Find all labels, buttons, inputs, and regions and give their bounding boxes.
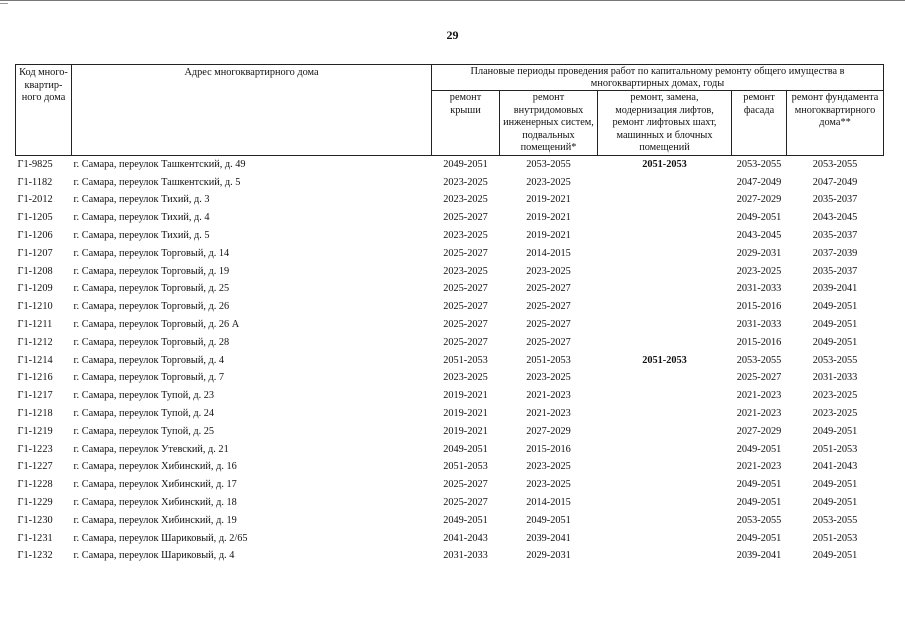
cell-address: г. Самара, переулок Торговый, д. 19 <box>73 265 230 277</box>
cell-code: Г1-1217 <box>17 390 53 402</box>
cell-foundation: 2049-2051 <box>812 550 858 562</box>
cell-facade: 2015-2016 <box>736 336 782 348</box>
cell-engineering: 2039-2041 <box>526 532 571 544</box>
cell-roof: 2019-2021 <box>443 390 488 402</box>
cell-address: г. Самара, переулок Ташкентский, д. 5 <box>73 176 241 188</box>
cell-address: г. Самара, переулок Тупой, д. 25 <box>73 425 215 437</box>
cell-address: г. Самара, переулок Торговый, д. 26 <box>73 301 230 313</box>
cell-foundation: 2035-2037 <box>812 230 858 242</box>
cell-address: г. Самара, переулок Тихий, д. 4 <box>73 212 210 224</box>
table-row <box>16 209 884 227</box>
column-header-elevators: ремонт, замена, модернизация лифтов, ремонт лифтовых шахт, машинных и блочных помещений <box>598 91 732 156</box>
cell-engineering: 2019-2021 <box>526 194 571 206</box>
cell-roof: 2023-2025 <box>443 372 488 384</box>
cell-engineering: 2023-2025 <box>526 265 571 277</box>
cell-code: Г1-2012 <box>17 194 53 206</box>
cell-roof: 2025-2027 <box>443 319 488 331</box>
cell-engineering: 2051-2053 <box>526 354 571 366</box>
cell-engineering: 2015-2016 <box>526 443 571 455</box>
cell-elevators <box>598 512 732 530</box>
cell-address: г. Самара, переулок Хибинский, д. 18 <box>73 497 237 509</box>
cell-elevators <box>598 441 732 459</box>
table-row <box>16 227 884 245</box>
corner-mark <box>0 3 8 4</box>
cell-foundation: 2031-2033 <box>812 372 858 384</box>
cell-facade: 2043-2045 <box>736 230 782 242</box>
cell-roof: 2025-2027 <box>443 497 488 509</box>
table-row <box>16 156 884 174</box>
table-row <box>16 548 884 566</box>
cell-roof: 2051-2053 <box>443 461 488 473</box>
cell-roof: 2023-2025 <box>443 176 488 188</box>
cell-engineering: 2029-2031 <box>526 550 571 562</box>
cell-engineering: 2014-2015 <box>526 497 571 509</box>
cell-facade: 2049-2051 <box>736 532 782 544</box>
cell-engineering: 2025-2027 <box>526 283 571 295</box>
cell-foundation: 2039-2041 <box>812 283 858 295</box>
cell-roof: 2049-2051 <box>443 514 488 526</box>
cell-engineering: 2019-2021 <box>526 212 571 224</box>
cell-foundation: 2053-2055 <box>812 354 858 366</box>
cell-code: Г1-1230 <box>17 514 53 526</box>
cell-roof: 2025-2027 <box>443 283 488 295</box>
cell-foundation: 2035-2037 <box>812 194 858 206</box>
cell-roof: 2031-2033 <box>443 550 488 562</box>
cell-roof: 2025-2027 <box>443 336 488 348</box>
cell-address: г. Самара, переулок Ташкентский, д. 49 <box>73 158 246 170</box>
table-row <box>16 334 884 352</box>
cell-foundation: 2049-2051 <box>812 425 858 437</box>
cell-engineering: 2025-2027 <box>526 336 571 348</box>
cell-foundation: 2051-2053 <box>812 532 858 544</box>
cell-facade: 2049-2051 <box>736 212 782 224</box>
cell-elevators <box>598 245 732 263</box>
table-row <box>16 316 884 334</box>
cell-address: г. Самара, переулок Торговый, д. 7 <box>73 372 225 384</box>
table-row <box>16 530 884 548</box>
cell-engineering: 2019-2021 <box>526 230 571 242</box>
table-row <box>16 459 884 477</box>
cell-elevators <box>598 334 732 352</box>
column-header-engineering: ремонт внутридомовых инженерных систем, подвальных помещений* <box>500 91 598 156</box>
cell-address: г. Самара, переулок Торговый, д. 25 <box>73 283 230 295</box>
table-row <box>16 387 884 405</box>
cell-elevators <box>598 298 732 316</box>
cell-elevators <box>598 174 732 192</box>
cell-roof: 2019-2021 <box>443 408 488 420</box>
column-header-code: Код много-квартир-ного дома <box>16 65 72 156</box>
cell-facade: 2025-2027 <box>736 372 782 384</box>
page-number: 29 <box>446 28 459 42</box>
cell-address: г. Самара, переулок Тихий, д. 3 <box>73 194 210 206</box>
cell-facade: 2021-2023 <box>736 390 782 402</box>
cell-elevators <box>598 227 732 245</box>
cell-address: г. Самара, переулок Утевский, д. 21 <box>73 443 229 455</box>
cell-elevators <box>598 548 732 566</box>
cell-facade: 2049-2051 <box>736 443 782 455</box>
cell-elevators <box>598 459 732 477</box>
cell-address: г. Самара, переулок Хибинский, д. 16 <box>73 461 237 473</box>
cell-elevators <box>598 423 732 441</box>
table-row <box>16 245 884 263</box>
cell-engineering: 2023-2025 <box>526 176 571 188</box>
column-header-roof: ремонт крыши <box>432 91 500 156</box>
cell-facade: 2053-2055 <box>736 354 782 366</box>
cell-roof: 2025-2027 <box>443 212 488 224</box>
capital-repair-table <box>15 64 884 565</box>
table-row <box>16 192 884 210</box>
cell-elevators <box>598 263 732 281</box>
cell-address: г. Самара, переулок Тупой, д. 24 <box>73 408 215 420</box>
cell-facade: 2021-2023 <box>736 461 782 473</box>
cell-engineering: 2023-2025 <box>526 372 571 384</box>
cell-elevators <box>598 476 732 494</box>
column-header-foundation: ремонт фундамента многоквартирного дома** <box>787 91 884 156</box>
cell-roof: 2025-2027 <box>443 247 488 259</box>
cell-elevators <box>598 405 732 423</box>
cell-foundation: 2041-2043 <box>812 461 858 473</box>
cell-code: Г1-1208 <box>17 265 53 277</box>
column-group-header-periods: Плановые периоды проведения работ по капитальному ремонту общего имущества в многоквартирных домах, годы <box>432 65 884 91</box>
cell-engineering: 2014-2015 <box>526 247 571 259</box>
cell-code: Г1-1232 <box>17 550 53 562</box>
cell-facade: 2039-2041 <box>736 550 782 562</box>
cell-code: Г1-1231 <box>17 532 53 544</box>
cell-address: г. Самара, переулок Тихий, д. 5 <box>73 230 210 242</box>
cell-code: Г1-1207 <box>17 247 53 259</box>
cell-roof: 2019-2021 <box>443 425 488 437</box>
cell-elevators <box>598 209 732 227</box>
table-row <box>16 174 884 192</box>
table-row <box>16 405 884 423</box>
table-row <box>16 370 884 388</box>
cell-facade: 2053-2055 <box>736 514 782 526</box>
table-row <box>16 263 884 281</box>
cell-elevators <box>598 387 732 405</box>
cell-roof: 2025-2027 <box>443 301 488 313</box>
cell-code: Г1-1214 <box>17 354 53 366</box>
cell-facade: 2049-2051 <box>736 479 782 491</box>
cell-address: г. Самара, переулок Шариковый, д. 2/65 <box>73 532 248 544</box>
cell-code: Г1-1223 <box>17 443 53 455</box>
cell-foundation: 2043-2045 <box>812 212 858 224</box>
cell-engineering: 2025-2027 <box>526 319 571 331</box>
cell-roof: 2049-2051 <box>443 158 488 170</box>
top-rule <box>0 0 905 1</box>
cell-code: Г1-1229 <box>17 497 53 509</box>
cell-address: г. Самара, переулок Хибинский, д. 19 <box>73 514 237 526</box>
table-row <box>16 512 884 530</box>
cell-facade: 2047-2049 <box>736 176 782 188</box>
cell-foundation: 2049-2051 <box>812 319 858 331</box>
cell-foundation: 2037-2039 <box>812 247 858 259</box>
cell-foundation: 2023-2025 <box>812 408 858 420</box>
table-row <box>16 281 884 299</box>
cell-facade: 2023-2025 <box>736 265 782 277</box>
cell-facade: 2053-2055 <box>736 158 782 170</box>
cell-elevators <box>598 530 732 548</box>
cell-facade: 2029-2031 <box>736 247 782 259</box>
cell-elevators: 2051-2053 <box>642 158 687 170</box>
cell-elevators <box>598 316 732 334</box>
cell-facade: 2031-2033 <box>736 283 782 295</box>
column-header-facade: ремонт фасада <box>732 91 787 156</box>
cell-code: Г1-1227 <box>17 461 53 473</box>
cell-elevators: 2051-2053 <box>642 354 687 366</box>
cell-roof: 2049-2051 <box>443 443 488 455</box>
cell-facade: 2027-2029 <box>736 194 782 206</box>
cell-foundation: 2035-2037 <box>812 265 858 277</box>
table-row <box>16 441 884 459</box>
cell-code: Г1-1219 <box>17 425 53 437</box>
table-row <box>16 298 884 316</box>
table-row <box>16 476 884 494</box>
cell-foundation: 2049-2051 <box>812 497 858 509</box>
cell-foundation: 2051-2053 <box>812 443 858 455</box>
cell-code: Г1-1206 <box>17 230 53 242</box>
cell-roof: 2023-2025 <box>443 265 488 277</box>
cell-address: г. Самара, переулок Торговый, д. 28 <box>73 336 230 348</box>
cell-facade: 2021-2023 <box>736 408 782 420</box>
cell-code: Г1-1212 <box>17 336 53 348</box>
cell-foundation: 2053-2055 <box>812 514 858 526</box>
cell-facade: 2049-2051 <box>736 497 782 509</box>
cell-foundation: 2049-2051 <box>812 479 858 491</box>
cell-code: Г1-9825 <box>17 158 53 170</box>
cell-code: Г1-1228 <box>17 479 53 491</box>
cell-code: Г1-1205 <box>17 212 53 224</box>
cell-code: Г1-1211 <box>17 319 53 331</box>
table-header <box>16 65 884 156</box>
cell-facade: 2015-2016 <box>736 301 782 313</box>
cell-engineering: 2023-2025 <box>526 479 571 491</box>
cell-foundation: 2049-2051 <box>812 301 858 313</box>
table-body <box>16 156 884 566</box>
cell-address: г. Самара, переулок Торговый, д. 4 <box>73 354 225 366</box>
cell-foundation: 2047-2049 <box>812 176 858 188</box>
cell-address: г. Самара, переулок Хибинский, д. 17 <box>73 479 237 491</box>
cell-foundation: 2049-2051 <box>812 336 858 348</box>
cell-address: г. Самара, переулок Шариковый, д. 4 <box>73 550 235 562</box>
cell-roof: 2023-2025 <box>443 230 488 242</box>
column-header-address: Адрес многоквартирного дома <box>72 65 432 156</box>
cell-facade: 2031-2033 <box>736 319 782 331</box>
cell-code: Г1-1218 <box>17 408 53 420</box>
cell-engineering: 2049-2051 <box>526 514 571 526</box>
cell-elevators <box>598 192 732 210</box>
cell-elevators <box>598 494 732 512</box>
cell-foundation: 2053-2055 <box>812 158 858 170</box>
cell-roof: 2025-2027 <box>443 479 488 491</box>
cell-engineering: 2023-2025 <box>526 461 571 473</box>
cell-address: г. Самара, переулок Тупой, д. 23 <box>73 390 215 402</box>
table-row <box>16 423 884 441</box>
cell-roof: 2023-2025 <box>443 194 488 206</box>
cell-roof: 2051-2053 <box>443 354 488 366</box>
cell-facade: 2027-2029 <box>736 425 782 437</box>
cell-address: г. Самара, переулок Торговый, д. 26 А <box>73 319 240 331</box>
cell-engineering: 2021-2023 <box>526 390 571 402</box>
cell-roof: 2041-2043 <box>443 532 488 544</box>
cell-address: г. Самара, переулок Торговый, д. 14 <box>73 247 230 259</box>
cell-elevators <box>598 370 732 388</box>
cell-elevators <box>598 281 732 299</box>
cell-code: Г1-1209 <box>17 283 53 295</box>
cell-engineering: 2025-2027 <box>526 301 571 313</box>
cell-engineering: 2027-2029 <box>526 425 571 437</box>
cell-code: Г1-1182 <box>17 176 53 188</box>
cell-code: Г1-1216 <box>17 372 53 384</box>
cell-code: Г1-1210 <box>17 301 53 313</box>
cell-engineering: 2021-2023 <box>526 408 571 420</box>
table-row <box>16 352 884 370</box>
cell-engineering: 2053-2055 <box>526 158 571 170</box>
table-row <box>16 494 884 512</box>
cell-foundation: 2023-2025 <box>812 390 858 402</box>
